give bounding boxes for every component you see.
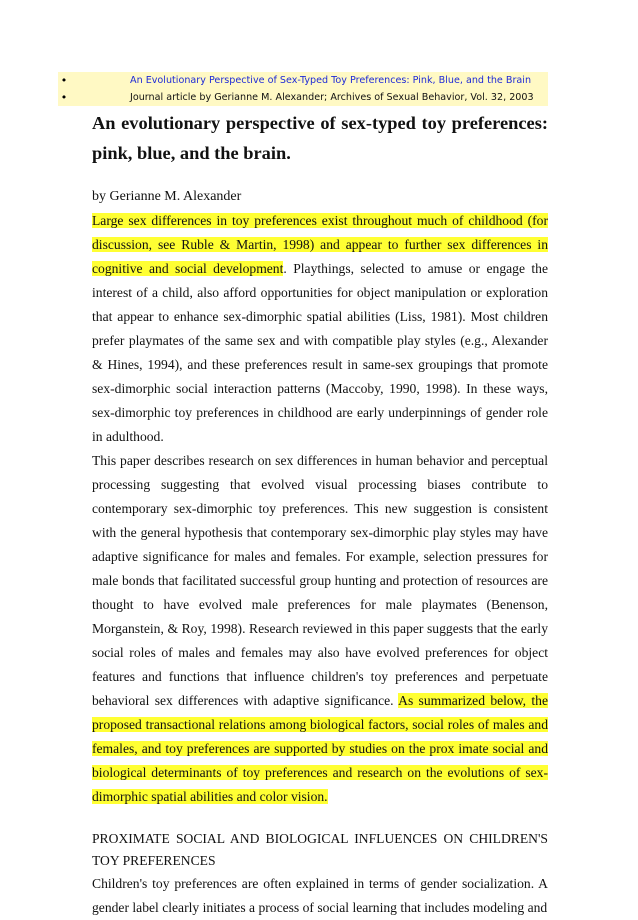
paragraph-text: This paper describes research on sex differences in human behavior and perceptual processing suggesting that evolved visual processing biases contribute to contemporary sex-dimorphic toy preferences. This new suggestion is consistent with the general hypothesis that contemporary sex-dimorphic play styles may have adaptive significance for males and females. For example, selection pressures for male bonds that facilitated successful group hunting and protection of resources are thought to have evolved male preferences for male playmates (Benenson, Morganstein, & Roy, 1998). Research reviewed in this paper suggests that the early social roles of males and females may also have evolved preferences for object features and functions that influence children's toy preferences and perpetuate behavioral sex differences with adaptive significance. [92, 453, 548, 708]
section-heading: PROXIMATE SOCIAL AND BIOLOGICAL INFLUENCES ON CHILDREN'S TOY PREFERENCES [92, 831, 548, 868]
highlighted-text: As summarized below, the proposed transactional relations among biological factors, social roles of males and females, and toy preferences are supported by studies on the prox imate social and biological determinants of toy preferences and research on the evolutions of sex-dimorphic spatial abilities and color vision. [92, 693, 548, 804]
paragraph-2 [92, 449, 548, 809]
citation-meta-item [58, 89, 548, 106]
citation-title-link[interactable]: An Evolutionary Perspective of Sex-Typed Toy Preferences: Pink, Blue, and the Brain [130, 75, 532, 86]
highlighted-text: Large sex differences in toy preferences exist throughout much of childhood (for discussion, see Ruble & Martin, 1998) and appear to further sex differences in cognitive and social development [92, 213, 548, 276]
citation-header [58, 72, 548, 106]
bullet-icon: • [60, 91, 68, 104]
paragraph-3: Children's toy preferences are often explained in terms of gender socialization. A gender label clearly initiates a process of social learning that includes modeling and [92, 876, 548, 915]
bullet-icon: • [60, 74, 68, 87]
article-body [92, 108, 548, 920]
citation-meta-text: Journal article by Gerianne M. Alexander; Archives of Sexual Behavior, Vol. 32, 2003 [130, 92, 534, 103]
paragraph-text: . Playthings, selected to amuse or engage the interest of a child, also afford opportunities for object manipulation or exploration that appear to enhance sex-dimorphic spatial abilities (Liss, 1981). Most children prefer playmates of the same sex and with compatible play styles (e.g., Alexander & Hines, 1994), and these preferences result in same-sex groupings that promote sex-dimorphic social interaction patterns (Maccoby, 1990, 1998). In these ways, sex-dimorphic toy preferences in childhood are early underpinnings of gender role in adulthood. [92, 261, 548, 444]
citation-title-item[interactable] [58, 72, 548, 89]
paragraph-1 [92, 209, 548, 449]
article-byline: by Gerianne M. Alexander [92, 189, 242, 204]
article-title: An evolutionary perspective of sex-typed toy preferences: pink, blue, and the brain. [92, 113, 548, 163]
